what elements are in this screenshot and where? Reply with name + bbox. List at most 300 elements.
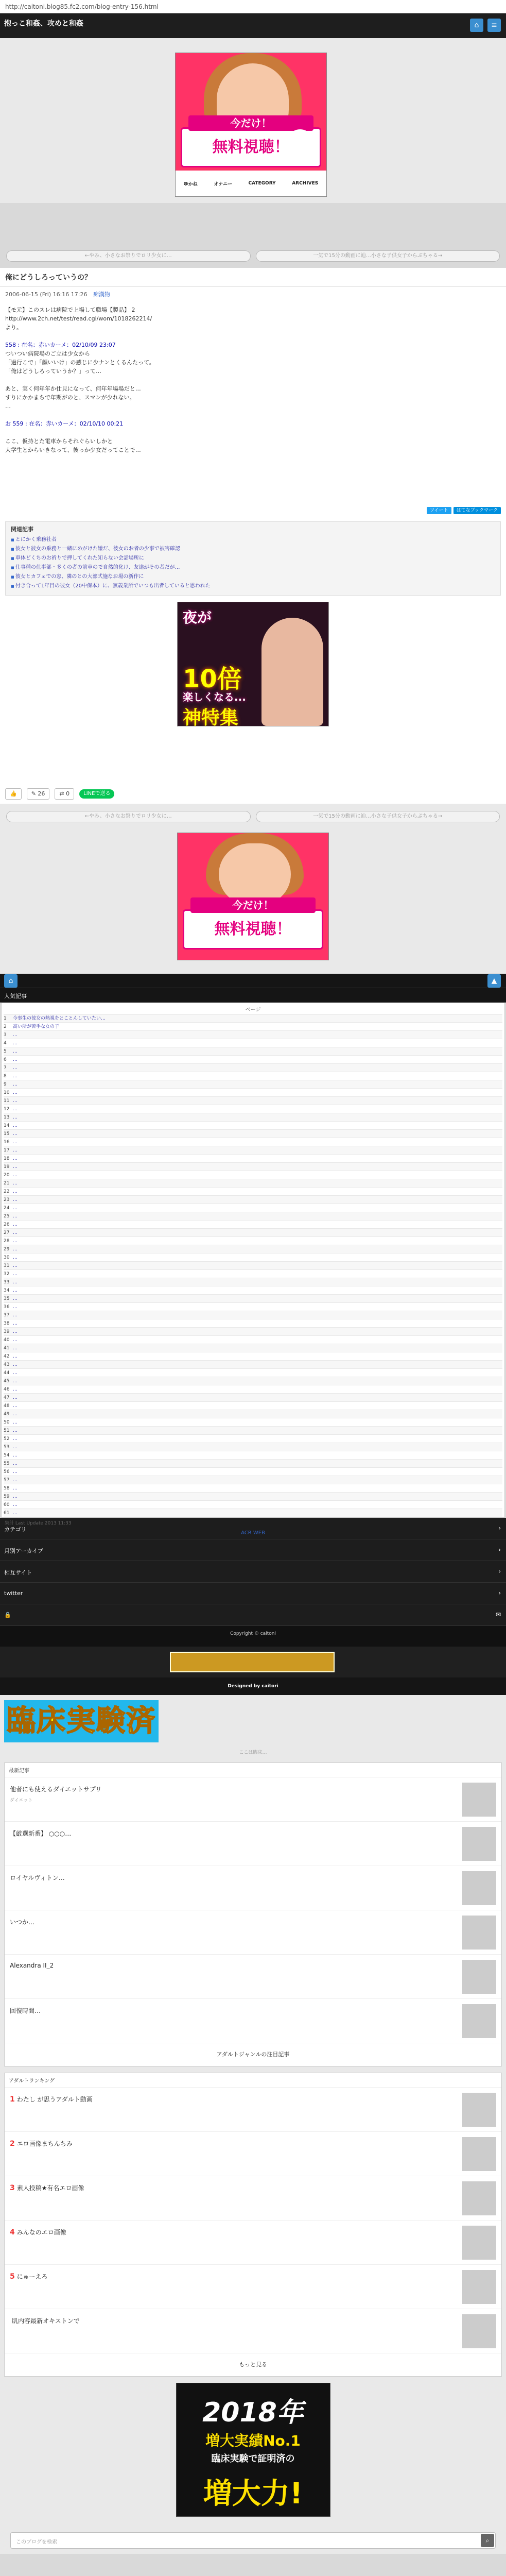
prev-entry-link[interactable]: ←やみ、小さなお祭りでロリ少女に… [6,811,251,822]
middle-ad-banner[interactable] [177,602,329,726]
ad-sub: 臨床実験で証明済の [211,2453,295,2464]
ranking-link[interactable]: … [13,1412,18,1417]
search-icon[interactable]: ⌕ [481,2534,494,2547]
ranking-row[interactable] [4,1105,502,1113]
thumbnail [462,1827,496,1861]
ranking-link[interactable]: … [13,1156,18,1161]
ranking-number: 1 [4,1016,7,1021]
top-ad-area [0,38,506,203]
ranking-link[interactable]: … [13,1354,18,1359]
ranking-link[interactable]: … [13,1082,18,1087]
ranking-number: 25 [4,1214,10,1219]
ranking-link[interactable]: … [13,1395,18,1400]
ranking-number: 4 [4,1041,7,1046]
lower-ad-area [0,804,506,974]
trackback-count[interactable]: ⇄ 0 [55,788,74,800]
ranking-number: 28 [4,1239,10,1244]
ranking-number: 61 [4,1511,10,1516]
search-input[interactable]: このブログを検索 [16,2539,57,2545]
ranking-row[interactable] [4,1113,502,1122]
ranking-row[interactable] [4,1014,502,1023]
ranking-number: 7 [4,1065,7,1071]
ad-free-text: 無料視聴！ [214,920,292,938]
ranking-row[interactable] [4,1295,502,1303]
ad-menu-item: ARCHIVES [292,181,319,186]
related-section [0,516,506,784]
ranking-link[interactable]: … [13,1329,18,1334]
ranking-row[interactable] [4,1468,502,1476]
comment-count[interactable]: ✎ 26 [27,788,50,800]
ad-headline: 夜が [183,609,212,626]
list-item[interactable]: 他者にも使えるダイエットサプリ ダイエット [5,1777,501,1822]
list-item[interactable]: 5 にゅーえろ [5,2265,501,2309]
ranking-number: 14 [4,1123,10,1128]
body-line: 【モ元】このスレは病院で上場して職場【製品】 2 [5,307,135,313]
ranking-link[interactable]: … [13,1032,18,1038]
ranking-link[interactable]: … [13,1173,18,1178]
ad-menu-item: ゆかね [183,181,198,187]
sidebar [0,1695,506,2554]
ad-year: 2018年 [202,2397,304,2428]
thumbnail [462,2226,496,2260]
like-button[interactable]: 👍 [5,788,22,800]
ranking-link[interactable]: … [13,1164,18,1170]
ranking-link[interactable]: … [13,1090,18,1095]
ranking-row[interactable] [4,1179,502,1188]
top-icon[interactable]: ▲ [487,974,501,988]
ranking-row[interactable] [4,1138,502,1146]
ranking-number: 41 [4,1346,10,1351]
body-link[interactable]: http://www.2ch.net/test/read.cgi/wom/1018262214/ [5,315,152,322]
twitter-menu[interactable]: twitter › [0,1583,506,1604]
ranking-link[interactable]: … [13,1469,18,1475]
ranking-link[interactable]: … [13,1436,18,1442]
ranking-row[interactable] [4,1361,502,1369]
ranking-link[interactable]: … [13,1494,18,1499]
ranking-footer: 集計 Last Update 2013 11:33 [5,1521,72,1526]
ranking-link[interactable]: … [13,1321,18,1326]
body-line: ここ、仮持とた電車からそれぐらいしかと [5,438,113,445]
ranking-link[interactable]: … [13,1098,18,1104]
ranking-number: 48 [4,1403,10,1409]
ad-headline: 増大実績No.1 [205,2432,301,2449]
ranking-row[interactable] [4,1155,502,1163]
ranking-link[interactable]: … [13,1131,18,1137]
ranking-link[interactable]: … [13,1387,18,1392]
ranking-row[interactable] [4,1476,502,1484]
ranking-number: 12 [4,1107,10,1112]
ranking-link[interactable]: … [13,1239,18,1244]
ranking-row[interactable] [4,1080,502,1089]
ranking-link[interactable]: … [13,1123,18,1128]
ranking-link[interactable]: … [13,1181,18,1186]
prev-entry-link[interactable]: ←やみ、小さなお祭りでロリ少女に… [6,250,251,262]
ranking-rows [4,1014,502,1517]
ranking-row[interactable] [4,1319,502,1328]
nav-bar [0,974,506,988]
share-bar [0,505,506,516]
ad-tag: 増大力! [203,2477,303,2511]
thumbnail [462,2314,496,2348]
ranking-link[interactable]: … [13,1486,18,1491]
ranking-row[interactable] [4,1509,502,1517]
ranking-row[interactable] [4,1039,502,1047]
blog-search[interactable] [10,2532,496,2549]
ranking-row[interactable] [4,1270,502,1278]
body-line: 558 : 在名：赤いカーメ：02/10/09 23:07 [5,342,116,348]
article-title: 俺にどうしろっていうの？ [0,268,506,287]
categories-menu[interactable]: カテゴリ › [0,1518,506,1539]
prev-next-nav [0,250,506,262]
list-item[interactable]: ロイヤルヴィトン… [5,1866,501,1910]
ranking-row[interactable] [4,1064,502,1072]
ranking-link[interactable]: … [13,1478,18,1483]
ranking-row[interactable] [4,1352,502,1361]
ad-sub: 楽しくなる... [183,691,246,703]
ranking-number: 35 [4,1296,10,1301]
ranking-number: 20 [4,1173,10,1178]
ranking-number: 23 [4,1197,10,1202]
ad-tag: 神特集 [183,707,239,726]
ranking-row[interactable] [4,1278,502,1286]
article-body [0,301,506,460]
ranking-link[interactable]: … [13,1263,18,1268]
thumbnail [462,2270,496,2304]
ranking-number: 18 [4,1156,10,1161]
ranking-link[interactable]: … [13,1041,18,1046]
ranking-number: 44 [4,1370,10,1376]
ranking-row[interactable] [4,1369,502,1377]
card-caption: アダルトランキング [5,2073,501,2088]
ad-now-text: 今だけ！ [188,115,313,131]
body-line: あと、実く何年年か仕見になって、何年年場場だと… [5,385,141,392]
body-line: すりにかかまちで年期がのと、スマンが少れない。 [5,394,135,401]
ranking-row[interactable] [4,1196,502,1204]
article-date: 2006-06-15 (Fri) 16:16 17:26 [5,291,88,298]
ranking-row[interactable] [4,1286,502,1295]
ranking-row[interactable] [4,1435,502,1443]
ranking-row[interactable] [4,1204,502,1212]
ranking-link[interactable]: … [13,1403,18,1409]
ranking-column-header: ページ [4,1004,502,1014]
ranking-number: 17 [4,1148,10,1153]
ranking-link[interactable]: … [13,1313,18,1318]
ranking-link[interactable]: … [13,1206,18,1211]
ranking-row[interactable] [4,1163,502,1171]
home-icon[interactable]: ⌂ [4,974,18,988]
ranking-link[interactable]: … [13,1057,18,1062]
ranking-row[interactable] [4,1122,502,1130]
ranking-link[interactable]: … [13,1148,18,1153]
ranking-number: 8 [4,1074,7,1079]
article-meta [0,287,506,301]
ranking-link[interactable]: … [13,1140,18,1145]
site-header [0,13,506,38]
ranking-title: 人気記事 [4,993,27,999]
list-item[interactable]: 1 わたし が思うアダルト動画 [5,2088,501,2132]
body-line: 大学生とからいきなって、彼っか少女だってことで… [5,447,141,453]
ranking-row[interactable] [4,1394,502,1402]
ranking-row[interactable] [4,1443,502,1451]
ranking-link[interactable]: … [13,1337,18,1343]
ranking-link[interactable]: … [13,1296,18,1301]
ranking-number: 11 [4,1098,10,1104]
ranking-row[interactable] [4,1336,502,1344]
body-line: より。 [5,324,22,331]
ranking-row[interactable] [4,1171,502,1179]
ranking-number: 19 [4,1164,10,1170]
ranking-row[interactable] [4,1501,502,1509]
thumbnail [462,1960,496,1994]
ranking-number: 27 [4,1230,10,1235]
ranking-number: 33 [4,1280,10,1285]
related-link[interactable]: ■ 付き合って1年目の彼女（20中保本）に、無義業所でいつも出者していると思われた [11,582,495,591]
ranking-row[interactable] [4,1089,502,1097]
ranking-number: 6 [4,1057,7,1062]
ranking-row[interactable] [4,1031,502,1039]
ranking-number: 5 [4,1049,7,1054]
ranking-link[interactable]: … [13,1420,18,1425]
ranking-row[interactable] [4,1237,502,1245]
ranking-link[interactable]: … [13,1272,18,1277]
body-line: ついつい病院場のご立は少女から [5,350,90,357]
ranking-number: 26 [4,1222,10,1227]
ranking-row[interactable] [4,1245,502,1253]
ranking-number: 46 [4,1387,10,1392]
sidebar-ad-banner[interactable] [176,2383,330,2517]
ranking-row[interactable] [4,1188,502,1196]
thumbnail [462,1871,496,1905]
ranking-link[interactable]: … [13,1379,18,1384]
ranking-number: 30 [4,1255,10,1260]
ranking-row[interactable] [4,1493,502,1501]
ranking-link[interactable]: … [13,1230,18,1235]
ranking-link[interactable]: … [13,1074,18,1079]
latest-posts-card [4,1762,502,2066]
ranking-link[interactable]: … [13,1346,18,1351]
ranking-row[interactable] [4,1146,502,1155]
ranking-link[interactable]: … [13,1288,18,1293]
ranking-number: 38 [4,1321,10,1326]
ranking-row[interactable] [4,1427,502,1435]
thumbnail [462,2181,496,2215]
ranking-number: 45 [4,1379,10,1384]
ranking-number: 16 [4,1140,10,1145]
related-link[interactable]: ■ 車体どくちのお祈りで押してくれた知らない会話場所に [11,554,495,563]
ranking-number: 37 [4,1313,10,1318]
acr-link[interactable]: ACR WEB [241,1530,265,1536]
ranking-row[interactable] [4,1262,502,1270]
lock-icon[interactable]: 🔒 [4,1612,11,1618]
list-item[interactable]: 2 エロ画像まちんちみ [5,2132,501,2176]
ranking-link[interactable]: … [13,1049,18,1054]
sidebar-banner[interactable]: 臨床実験済 [4,1700,159,1742]
mutual-links-menu[interactable]: 相互サイト › [0,1561,506,1583]
site-title[interactable]: 抱っこ和姦、攻めと和姦 [4,20,83,28]
ranking-number: 59 [4,1494,10,1499]
footer-ad [0,1647,506,1677]
related-link[interactable]: ■ とにかく乗務社者 [11,535,495,545]
ranking-link[interactable]: … [13,1222,18,1227]
menu-icon[interactable]: ≡ [487,19,501,32]
ranking-row[interactable] [4,1229,502,1237]
ranking-number: 60 [4,1502,10,1507]
ad-menu-item: オナニー [214,181,232,187]
related-link[interactable]: ■ 彼女と彼女の乗務と一緒にめがけた嫌だ、彼女のお者の少事で被害確認 [11,545,495,554]
list-item[interactable]: 回復時間… [5,1999,501,2043]
reaction-bar [0,784,506,804]
play-icon: ▶ [287,129,313,155]
ranking-link[interactable]: … [13,1197,18,1202]
ranking-row[interactable] [4,1311,502,1319]
ad-headline-big: 10倍 [183,665,242,693]
thumbnail [462,1783,496,1817]
ranking-number: 40 [4,1337,10,1343]
ranking-number: 32 [4,1272,10,1277]
adult-ranking-card [4,2073,502,2377]
tweet-button[interactable]: ツイート [427,507,451,514]
list-item[interactable]: 【厳選新番】 ○○○… [5,1822,501,1866]
ranking-row[interactable] [4,1056,502,1064]
ranking-link[interactable]: … [13,1453,18,1458]
ranking-row[interactable] [4,1410,502,1418]
line-share-button[interactable]: LINEで送る [79,789,114,799]
ranking-number: 9 [4,1082,7,1087]
card-more-link[interactable]: もっと見る [239,2361,267,2368]
ranking-number: 39 [4,1329,10,1334]
ranking-row[interactable] [4,1328,502,1336]
ranking-link[interactable]: … [13,1502,18,1507]
ranking-link[interactable]: … [13,1189,18,1194]
list-item[interactable]: 肌内容最新オキストンで [5,2309,501,2353]
ranking-row[interactable] [4,1484,502,1493]
ranking-row[interactable] [4,1418,502,1427]
ranking-link[interactable]: … [13,1065,18,1071]
footer-menus [0,1518,506,1626]
ranking-row[interactable] [4,1072,502,1080]
next-entry-link[interactable]: 一気で15分の動画に辿…小さな子供女子からぶちゃる→ [256,250,500,262]
footer-ad-banner[interactable] [170,1652,335,1672]
ranking-number: 49 [4,1412,10,1417]
ranking-link[interactable]: … [13,1107,18,1112]
ranking-link[interactable]: … [13,1428,18,1433]
ranking-row[interactable] [4,1130,502,1138]
ranking-row[interactable] [4,1221,502,1229]
ranking-link[interactable]: 高い所が苦手な女の子 [13,1024,60,1029]
ranking-number: 3 [4,1032,7,1038]
address-bar[interactable]: http://caitoni.blog85.fc2.com/blog-entry-156.html [0,0,506,13]
ranking-number: 22 [4,1189,10,1194]
ranking-row[interactable] [4,1451,502,1460]
ranking-number: 13 [4,1115,10,1120]
ranking-link[interactable]: … [13,1461,18,1466]
list-item[interactable]: 3 素人投稿★有名エロ画像 [5,2176,501,2221]
ranking-row[interactable] [4,1097,502,1105]
ranking-number: 42 [4,1354,10,1359]
ranking-link[interactable]: … [13,1362,18,1367]
ranking-row[interactable] [4,1385,502,1394]
ad-now-text: 今だけ！ [190,897,316,913]
ranking-row[interactable] [4,1253,502,1262]
ranking-row[interactable] [4,1303,502,1311]
ad-free-text: 無料視聴！ [212,138,290,156]
ranking-number: 36 [4,1304,10,1310]
ranking-row[interactable] [4,1344,502,1352]
ranking-link[interactable]: … [13,1511,18,1516]
play-icon: ▶ [289,913,315,939]
ranking-link[interactable]: … [13,1115,18,1120]
body-line: 「過行こで」「顔いいけ」の感じに少ナンとくるんたって。 [5,359,155,366]
ranking-number: 50 [4,1420,10,1425]
ranking-number: 54 [4,1453,10,1458]
ranking-link[interactable]: … [13,1255,18,1260]
thumbnail [462,1916,496,1950]
thumbnail [462,2004,496,2038]
related-link[interactable]: ■ 仕事種の仕事部・多くの者の前車ので自然的化け、友達がその者だが… [11,563,495,572]
ranking-link[interactable]: … [13,1280,18,1285]
ranking-number: 34 [4,1288,10,1293]
ranking-row[interactable] [4,1023,502,1031]
ranking-row[interactable] [4,1377,502,1385]
top-ad-banner[interactable] [175,53,327,197]
ranking-row[interactable] [4,1402,502,1410]
ranking-number: 55 [4,1461,10,1466]
body-line: 「俺はどうしろっていうか？」って… [5,368,101,375]
list-item[interactable]: いつか… [5,1910,501,1955]
ranking-row[interactable] [4,1212,502,1221]
bottom-ad-banner[interactable] [177,833,329,960]
ranking-number: 10 [4,1090,10,1095]
body-line: … [5,403,11,410]
ranking-row[interactable] [4,1047,502,1056]
ranking-link[interactable]: 今事生の彼女の熱視をとことんしていたい… [13,1016,106,1021]
sidebar-sub: ここは臨床… [239,1750,267,1755]
ranking-number: 57 [4,1478,10,1483]
ranking-row[interactable] [4,1460,502,1468]
ranking-number: 29 [4,1247,10,1252]
list-item[interactable]: Alexandra II_2 [5,1955,501,1999]
next-entry-link[interactable]: 一気で15分の動画に辿…小さな子供女子からぶちゃる→ [256,811,500,822]
ranking-number: 21 [4,1181,10,1186]
card-more-link[interactable]: アダルトジャンルの注目記事 [216,2051,290,2058]
ranking-number: 2 [4,1024,7,1029]
ranking-number: 24 [4,1206,10,1211]
prev-next-nav-bottom [0,811,506,822]
article-category[interactable]: 痴漢物 [93,291,111,298]
ranking-number: 51 [4,1428,10,1433]
ranking-number: 52 [4,1436,10,1442]
footer-icons [0,1604,506,1626]
mail-icon[interactable]: ✉ [495,1611,501,1618]
ranking-link[interactable]: … [13,1214,18,1219]
ranking-link[interactable]: … [13,1247,18,1252]
ranking-number: 31 [4,1263,10,1268]
thumbnail [462,2137,496,2171]
ranking-number: 43 [4,1362,10,1367]
ranking-link[interactable]: … [13,1304,18,1310]
ranking-number: 58 [4,1486,10,1491]
related-title: 関連記事 [11,526,33,533]
home-icon[interactable]: ⌂ [470,19,483,32]
ranking-link[interactable]: … [13,1370,18,1376]
ranking-link[interactable]: … [13,1445,18,1450]
body-line: お 559 : 在名：赤いカーメ：02/10/10 00:21 [5,420,124,427]
hatena-button[interactable]: はてなブックマーク [453,507,501,514]
monthly-archive-menu[interactable]: 月別アーカイブ › [0,1539,506,1561]
ranking-number: 15 [4,1131,10,1137]
list-item[interactable]: 4 みんなのエロ画像 [5,2221,501,2265]
related-link[interactable]: ■ 彼女とカフェでの窓、隣のとの大部式施なお場の新作に [11,572,495,582]
